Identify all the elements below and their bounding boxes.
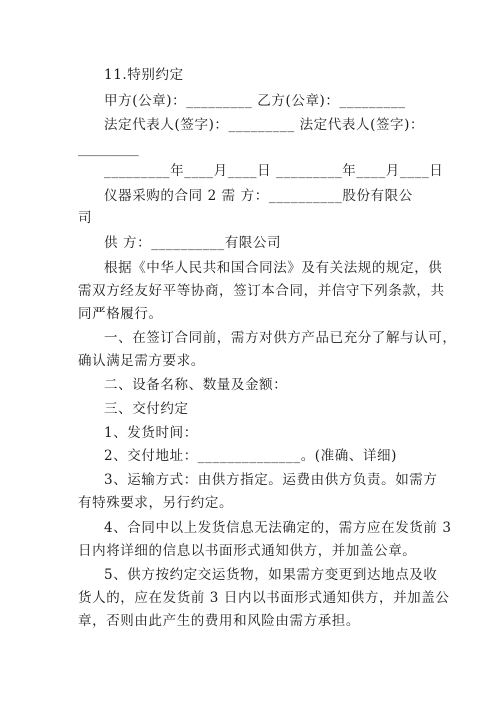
clause-3-5-line-1: 5、供方按约定交运货物，如果需方变更到达地点及收 [104,567,438,583]
section-heading-special-agreement: 11.特别约定 [104,67,184,83]
clause-3-5-line-2: 货人的，应在发货前 3 日内以书面形式通知供方，并加盖公 [78,590,450,606]
party-seal-line: 甲方(公章)：_________ 乙方(公章)：_________ [104,93,406,109]
clause-1-line-2: 确认满足需方要求。 [78,353,205,369]
clause-1-line-1: 一、在签订合同前，需方对供方产品已充分了解与认可， [104,330,457,346]
supplier-line: 供 方：__________有限公司 [104,235,282,251]
clause-3-4-line-1: 4、合同中以上发货信息无法确定的，需方应在发货前 3 [104,520,452,536]
clause-2-heading: 二、设备名称、数量及金额： [104,377,288,393]
contract-title-buyer-line: 仪器采购的合同 2 需 方：__________股份有限公 [104,188,413,204]
clause-3-heading: 三、交付约定 [104,401,189,417]
representative-signature-line: 法定代表人(签字)：_________ 法定代表人(签字)： [104,117,425,133]
delivery-time-line: 1、发货时间： [104,425,198,441]
signature-blank-line: _________ [78,141,139,157]
paragraph-preamble-line-1: 根据《中华人民共和国合同法》及有关法规的规定，供 [104,260,443,276]
contract-title-buyer-continuation: 司 [78,210,93,226]
clause-3-5-line-3: 章，否则由此产生的费用和风险由需方承担。 [78,613,360,629]
paragraph-preamble-line-2: 需双方经友好平等协商，签订本合同，并信守下列条款，共 [78,283,445,299]
delivery-address-line: 2、交付地址：______________。(准确、详细) [104,448,398,464]
date-line: _________年____月____日 _________年____月____日 [104,163,444,179]
clause-3-4-line-2: 日内将详细的信息以书面形式通知供方，并加盖公章。 [78,543,417,559]
transport-method-line-2: 有特殊要求，另行约定。 [78,495,234,511]
paragraph-preamble-line-3: 同严格履行。 [78,306,163,322]
transport-method-line-1: 3、运输方式：由供方指定。运费由供方负责。如需方 [104,472,438,488]
